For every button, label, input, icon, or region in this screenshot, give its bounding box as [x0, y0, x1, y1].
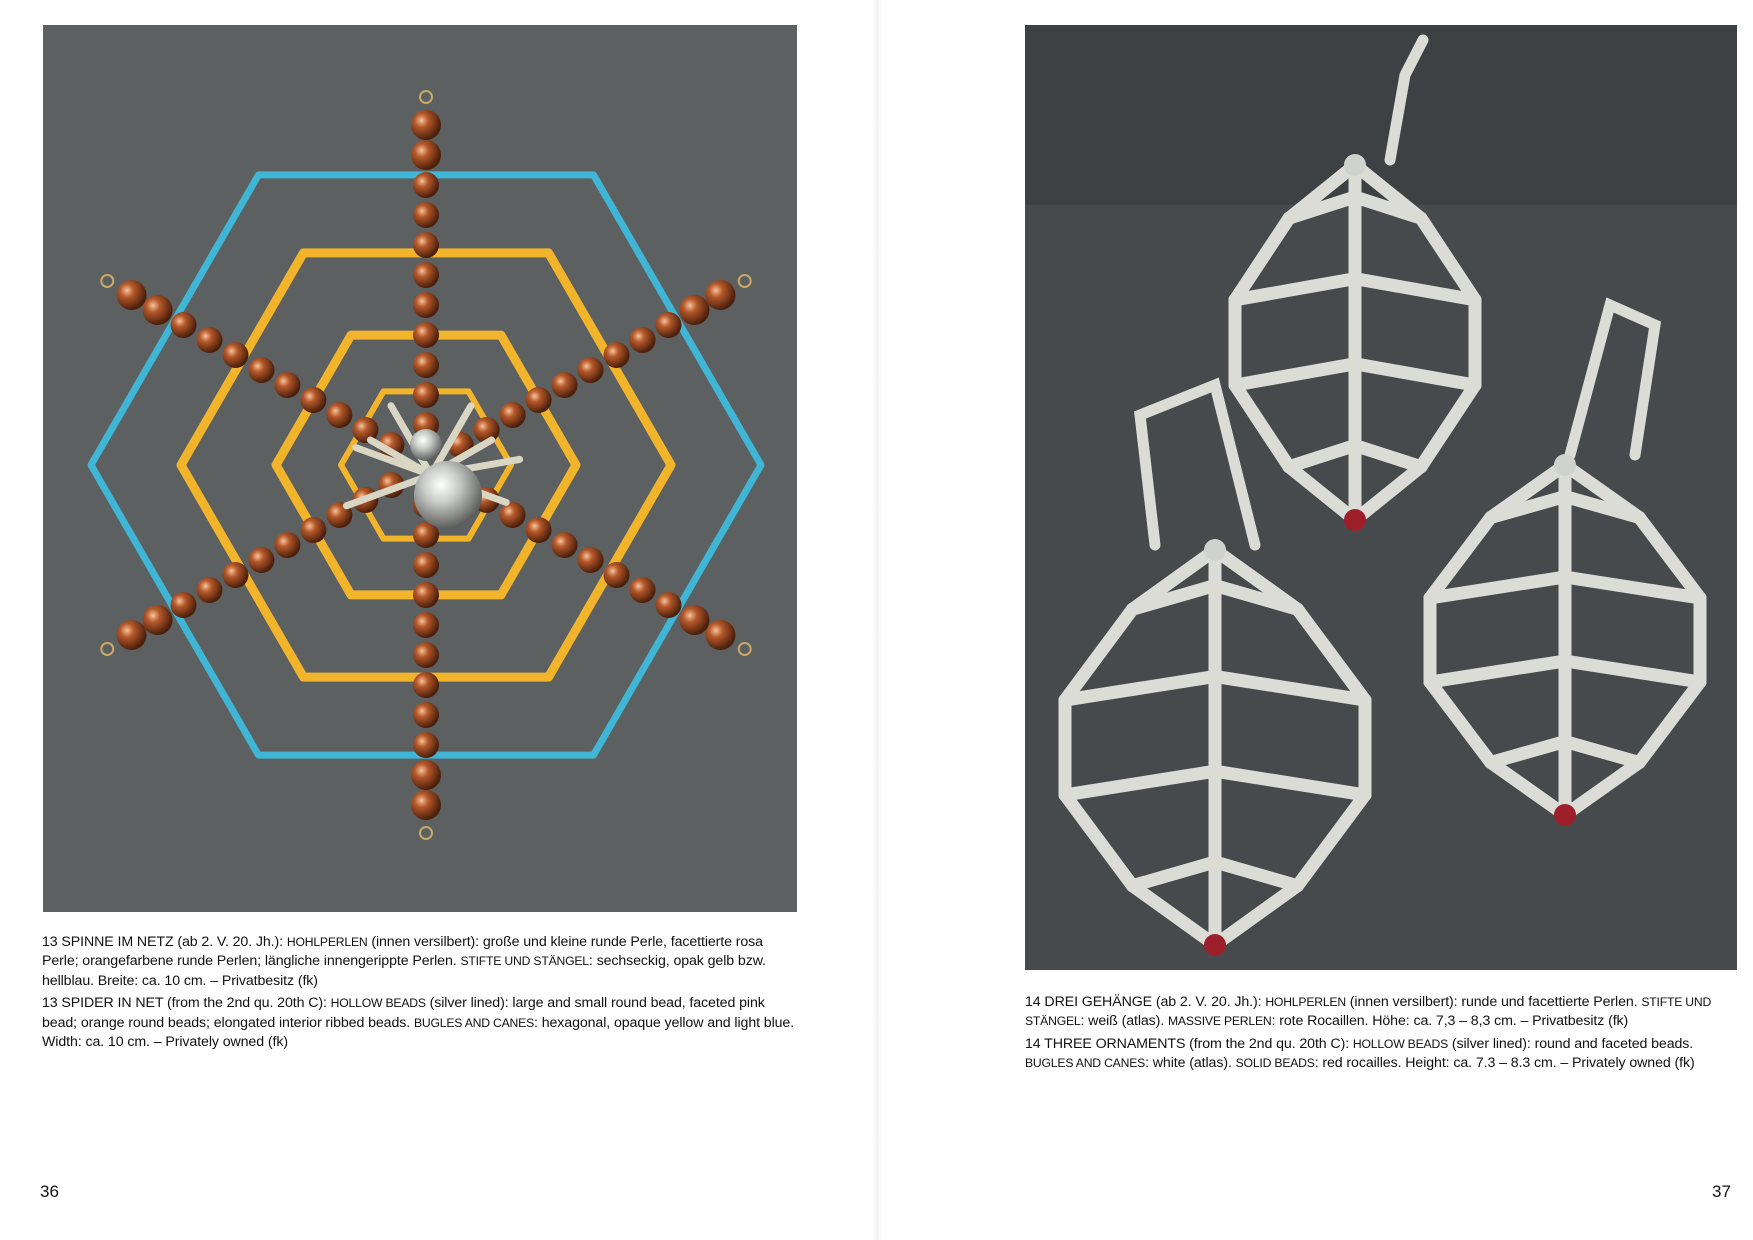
copper-bead	[143, 295, 173, 325]
caption-text: : weiß (atlas).	[1080, 1013, 1168, 1030]
silver-bead	[1204, 539, 1226, 561]
caption-text: : hexagonal, opaque yellow and light blue. Width: ca. 10 cm. – Privately owned (fk)	[42, 1014, 795, 1051]
copper-bead	[248, 357, 274, 383]
copper-bead	[248, 547, 274, 573]
caption-text: (silver lined): large and small round bead, faceted pink bead; orange round beads; elongated interior ribbed beads.	[42, 995, 765, 1031]
ornaments-illustration	[1025, 25, 1737, 970]
copper-bead	[413, 232, 439, 258]
copper-bead	[604, 342, 630, 368]
copper-bead	[413, 732, 439, 758]
copper-bead	[413, 552, 439, 578]
silver-bead	[1554, 454, 1576, 476]
right-page	[877, 0, 1753, 1240]
copper-bead	[274, 532, 300, 558]
copper-bead	[500, 402, 526, 428]
caption-14-german	[1025, 993, 1737, 1032]
copper-bead	[578, 547, 604, 573]
copper-bead	[300, 517, 326, 543]
page-number-right: 37	[1712, 1182, 1731, 1201]
small-caps-term: SOLID BEADS	[1235, 1056, 1315, 1071]
caption-text: (silver lined): round and faceted beads.	[1448, 1035, 1694, 1052]
caption-text: 14 THREE ORNAMENTS (from the 2nd qu. 20th C):	[1025, 1035, 1353, 1052]
small-caps-term: BUGLES AND CANES	[413, 1015, 535, 1030]
caption-text: (innen versilbert): runde und facettierte Perlen.	[1345, 994, 1642, 1010]
caption-13-english	[42, 994, 796, 1052]
copper-bead	[413, 612, 439, 638]
spider-web-photo	[43, 25, 797, 912]
copper-bead	[411, 790, 441, 820]
copper-bead	[655, 312, 681, 338]
copper-bead	[300, 387, 326, 413]
red-rocailles	[1554, 804, 1576, 826]
copper-bead	[604, 562, 630, 588]
copper-bead	[552, 532, 578, 558]
copper-bead	[630, 327, 656, 353]
copper-bead	[274, 372, 300, 398]
copper-bead	[117, 280, 147, 310]
copper-bead	[655, 592, 681, 618]
copper-bead	[552, 372, 578, 398]
copper-bead	[679, 295, 709, 325]
page-number-left: 36	[40, 1182, 59, 1201]
small-caps-term: BUGLES AND CANES	[1025, 1056, 1146, 1071]
copper-bead	[143, 605, 173, 635]
copper-bead	[171, 592, 197, 618]
caption-text: 13 SPIDER IN NET (from the 2nd qu. 20th C):	[42, 995, 331, 1012]
copper-bead	[222, 342, 248, 368]
copper-bead	[413, 202, 439, 228]
small-caps-term: STIFTE UND STÄNGEL	[460, 954, 589, 969]
copper-bead	[413, 322, 439, 348]
copper-bead	[117, 620, 147, 650]
small-caps-term: HOHLPERLEN	[286, 935, 368, 949]
caption-text: : rote Rocaillen. Höhe: ca. 7,3 – 8,3 cm. – Privatbesitz (fk)	[1271, 1013, 1629, 1030]
spider-body	[414, 461, 482, 529]
copper-bead	[171, 312, 197, 338]
spider-web-illustration	[43, 25, 797, 912]
small-caps-term: HOLLOW BEADS	[1352, 1036, 1448, 1051]
copper-bead	[413, 672, 439, 698]
copper-bead	[578, 357, 604, 383]
left-page	[0, 0, 876, 1240]
copper-bead	[413, 172, 439, 198]
copper-bead	[526, 387, 552, 413]
copper-bead	[196, 327, 222, 353]
copper-bead	[500, 502, 526, 528]
red-rocailles	[1204, 934, 1226, 956]
copper-bead	[411, 140, 441, 170]
small-caps-term: HOHLPERLEN	[1265, 995, 1346, 1009]
copper-bead	[705, 280, 735, 310]
copper-bead	[679, 605, 709, 635]
copper-bead	[526, 517, 552, 543]
copper-bead	[413, 352, 439, 378]
small-caps-term: MASSIVE PERLEN	[1167, 1014, 1272, 1029]
copper-bead	[413, 292, 439, 318]
caption-13-german	[42, 933, 796, 991]
copper-bead	[413, 382, 439, 408]
spider-head	[410, 429, 442, 461]
caption-13	[42, 933, 796, 1055]
silver-bead	[1344, 154, 1366, 176]
copper-bead	[413, 642, 439, 668]
caption-text: : white (atlas).	[1145, 1055, 1236, 1072]
small-caps-term: HOLLOW BEADS	[330, 996, 426, 1011]
small-caps-term: STIFTE UND STÄNGEL	[1025, 995, 1712, 1029]
copper-bead	[411, 110, 441, 140]
copper-bead	[413, 582, 439, 608]
copper-bead	[411, 760, 441, 790]
copper-bead	[630, 577, 656, 603]
copper-bead	[705, 620, 735, 650]
caption-text: 14 DREI GEHÄNGE (ab 2. V. 20. Jh.):	[1025, 994, 1266, 1010]
caption-text: (innen versilbert): große und kleine runde Perle, facettierte rosa Perle; orangefarbene runde Perlen; längliche innengerippte Perlen.	[42, 934, 763, 970]
red-rocailles	[1344, 509, 1366, 531]
caption-text: 13 SPINNE IM NETZ (ab 2. V. 20. Jh.):	[42, 934, 287, 950]
caption-text: : red rocailles. Height: ca. 7.3 – 8.3 cm. – Privately owned (fk)	[1314, 1055, 1695, 1072]
caption-14	[1025, 993, 1737, 1077]
copper-bead	[326, 402, 352, 428]
caption-14-english	[1025, 1035, 1737, 1074]
caption-text: : sechseckig, opak gelb bzw. hellblau. Breite: ca. 10 cm. – Privatbesitz (fk)	[42, 953, 766, 989]
copper-bead	[196, 577, 222, 603]
copper-bead	[413, 702, 439, 728]
copper-bead	[413, 262, 439, 288]
ornaments-photo	[1025, 25, 1737, 970]
copper-bead	[222, 562, 248, 588]
